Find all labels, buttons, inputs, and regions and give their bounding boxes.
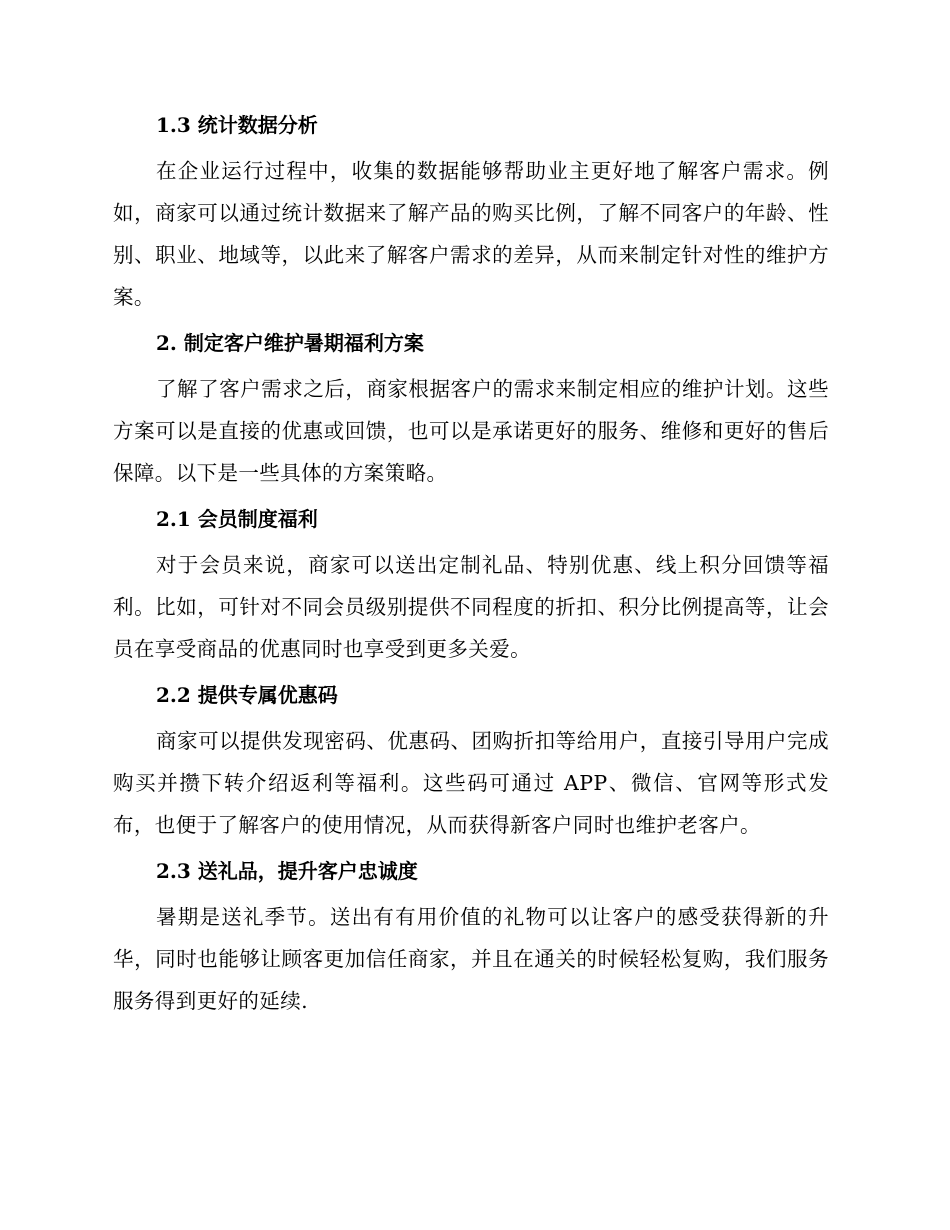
section-heading-2-2: 2.2 提供专属优惠码	[156, 683, 338, 707]
section-paragraph-1-3: 在企业运行过程中，收集的数据能够帮助业主更好地了解客户需求。例如，商家可以通过统计数据来了解产品的购买比例，了解不同客户的年龄、性别、职业、地域等，以此来了解客户需求的差异，从而来制定针对性的维护方案。	[113, 159, 829, 309]
section-heading-2-1: 2.1 会员制度福利	[156, 507, 318, 531]
section-heading-2: 2. 制定客户维护暑期福利方案	[156, 331, 424, 355]
section-paragraph-2-2: 商家可以提供发现密码、优惠码、团购折扣等给用户，直接引导用户完成购买并攒下转介绍返利等福利。这些码可通过 APP、微信、官网等形式发布，也便于了解客户的使用情况，从而获得新客户同时也维护老客户。	[113, 729, 829, 837]
section-paragraph-2-1: 对于会员来说，商家可以送出定制礼品、特别优惠、线上积分回馈等福利。比如，可针对不同会员级别提供不同程度的折扣、积分比例提高等，让会员在享受商品的优惠同时也享受到更多关爱。	[113, 553, 829, 661]
section-heading-1-3: 1.3 统计数据分析	[156, 113, 318, 137]
document-page	[113, 104, 829, 1026]
section-heading-2-3: 2.3 送礼品，提升客户忠诚度	[156, 859, 418, 883]
section-paragraph-2: 了解了客户需求之后，商家根据客户的需求来制定相应的维护计划。这些方案可以是直接的优惠或回馈，也可以是承诺更好的服务、维修和更好的售后保障。以下是一些具体的方案策略。	[113, 377, 829, 485]
section-paragraph-2-3: 暑期是送礼季节。送出有有用价值的礼物可以让客户的感受获得新的升华，同时也能够让顾客更加信任商家，并且在通关的时候轻松复购，我们服务服务得到更好的延续.	[113, 905, 829, 1013]
